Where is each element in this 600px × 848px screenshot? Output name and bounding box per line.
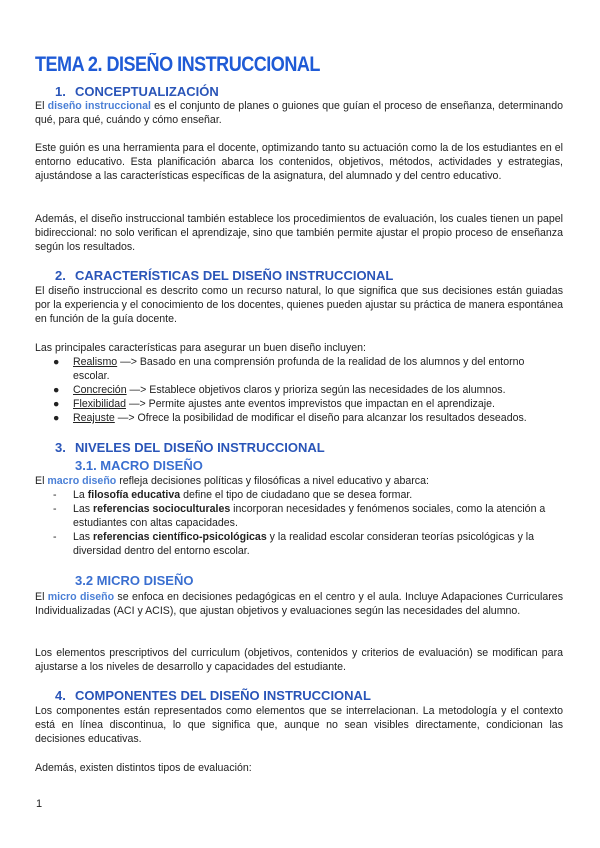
bullet: ● xyxy=(53,398,60,410)
section-number: 1. xyxy=(55,84,66,99)
paragraph: Además, existen distintos tipos de evaluación: xyxy=(35,762,252,774)
text-run: La xyxy=(73,489,88,501)
section-number: 2. xyxy=(55,268,66,283)
paragraph: Las principales características para asegurar un buen diseño incluyen: xyxy=(35,342,366,354)
list-term: Reajuste xyxy=(73,412,115,424)
text-run: se enfoca en decisiones pedagógicas en el centro y el aula. Incluye Adapaciones Curriculares Individualizadas (ACI y ACIS), que ajustan objetivos y evaluaciones según las necesidades del alumno. xyxy=(35,591,563,618)
section-title: NIVELES DEL DISEÑO INSTRUCCIONAL xyxy=(75,440,325,455)
section-title: COMPONENTES DEL DISEÑO INSTRUCCIONAL xyxy=(75,688,371,703)
list-text: —> Basado en una comprensión profunda de la realidad de los alumnos y del entorno escolar. xyxy=(73,356,525,383)
list-item xyxy=(53,411,563,425)
list-text: —> Permite ajustes ante eventos imprevistos que impactan en el aprendizaje. xyxy=(126,398,495,410)
paragraph xyxy=(35,99,563,127)
list-text: —> Ofrece la posibilidad de modificar el diseño para alcanzar los resultados deseados. xyxy=(114,412,527,424)
paragraph: Además, el diseño instruccional también establece los procedimientos de evaluación, los cuales tienen un papel bidireccional: no solo verifican el aprendizaje, sino que también permite ajustar el propio proceso de enseñanza según los resultados. xyxy=(35,213,563,254)
bold-term: referencias científico-psicológicas xyxy=(93,531,267,543)
paragraph: Este guión es una herramienta para el docente, optimizando tanto su actuación como la de los estudiantes en el entorno educativo. Esta planificación abarca los contenidos, objetivos, métodos, actividades y estrategias, ajustándose a las características específicas de la asignatura, del alumnado y del centro educativo. xyxy=(35,142,563,183)
bold-term: referencias socioculturales xyxy=(93,503,231,515)
list-item xyxy=(53,383,563,397)
text-run: incorporan necesidades y fenómenos sociales, como la atención a estudiantes con altas capacidades. xyxy=(73,503,546,530)
list-item xyxy=(53,355,563,383)
text-run: y la realidad escolar consideran teorías psicológicas y la diversidad dentro del entorno escolar. xyxy=(73,531,535,558)
text-run: El xyxy=(35,475,48,487)
dash: - xyxy=(53,531,57,543)
paragraph: Los componentes están representados como elementos que se interrelacionan. La metodología y el contexto está en línea discontinua, lo que significa que, aunque no sean visibles directamente, condicionan las decisiones educativas. xyxy=(35,705,563,746)
text-run: Las xyxy=(73,503,94,515)
section-3-heading xyxy=(55,440,325,455)
text-run: El xyxy=(35,591,48,603)
text-run: Las xyxy=(73,531,94,543)
section-title: CARACTERÍSTICAS DEL DISEÑO INSTRUCCIONAL xyxy=(75,268,394,283)
list-term: Concreción xyxy=(73,384,127,396)
list-term: Realismo xyxy=(73,356,118,368)
list-item xyxy=(53,502,563,530)
section-1-heading xyxy=(55,84,219,99)
section-title: CONCEPTUALIZACIÓN xyxy=(75,84,219,99)
section-number: 4. xyxy=(55,688,66,703)
paragraph xyxy=(35,474,563,488)
subsection-heading: 3.2 MICRO DISEÑO xyxy=(75,573,194,588)
bullet: ● xyxy=(53,412,60,424)
subsection-heading: 3.1. MACRO DISEÑO xyxy=(75,458,203,473)
bullet: ● xyxy=(53,384,60,396)
paragraph xyxy=(35,590,563,618)
text-run: refleja decisiones políticas y filosóficas a nivel educativo y abarca: xyxy=(116,475,429,487)
section-4-heading xyxy=(55,688,371,703)
section-number: 3. xyxy=(55,440,66,455)
list-item xyxy=(53,488,563,502)
paragraph: Los elementos prescriptivos del curriculum (objetivos, contenidos y criterios de evaluación) se modifican para ajustarse a los niveles de desarrollo y capacidades del estudiante. xyxy=(35,647,563,674)
paragraph: El diseño instruccional es descrito como un recurso natural, lo que significa que sus decisiones están guiadas por la experiencia y el conocimiento de los docentes, quienes pueden ajustar su práctica de manera espontánea en función de la guía docente. xyxy=(35,285,563,326)
highlighted-term: micro diseño xyxy=(47,591,115,603)
list-item xyxy=(53,530,563,558)
bold-term: filosofía educativa xyxy=(87,489,181,501)
list-text: —> Establece objetivos claros y prioriza según las necesidades de los alumnos. xyxy=(126,384,506,396)
list-item xyxy=(53,397,563,411)
dash: - xyxy=(53,503,57,515)
text-run: es el conjunto de planes o guiones que guían el proceso de enseñanza, determinando qué, para qué, cuándo y cómo enseñar. xyxy=(35,100,563,127)
text-run: El xyxy=(35,100,48,112)
highlighted-term: macro diseño xyxy=(47,475,117,487)
page-number: 1 xyxy=(36,798,43,810)
bullet: ● xyxy=(53,356,60,368)
list-term: Flexibilidad xyxy=(73,398,126,410)
text-run: define el tipo de ciudadano que se desea formar. xyxy=(180,489,413,501)
highlighted-term: diseño instruccional xyxy=(47,100,151,112)
section-2-heading xyxy=(55,268,393,283)
dash: - xyxy=(53,489,57,501)
document-title: TEMA 2. DISEÑO INSTRUCCIONAL xyxy=(35,53,320,76)
